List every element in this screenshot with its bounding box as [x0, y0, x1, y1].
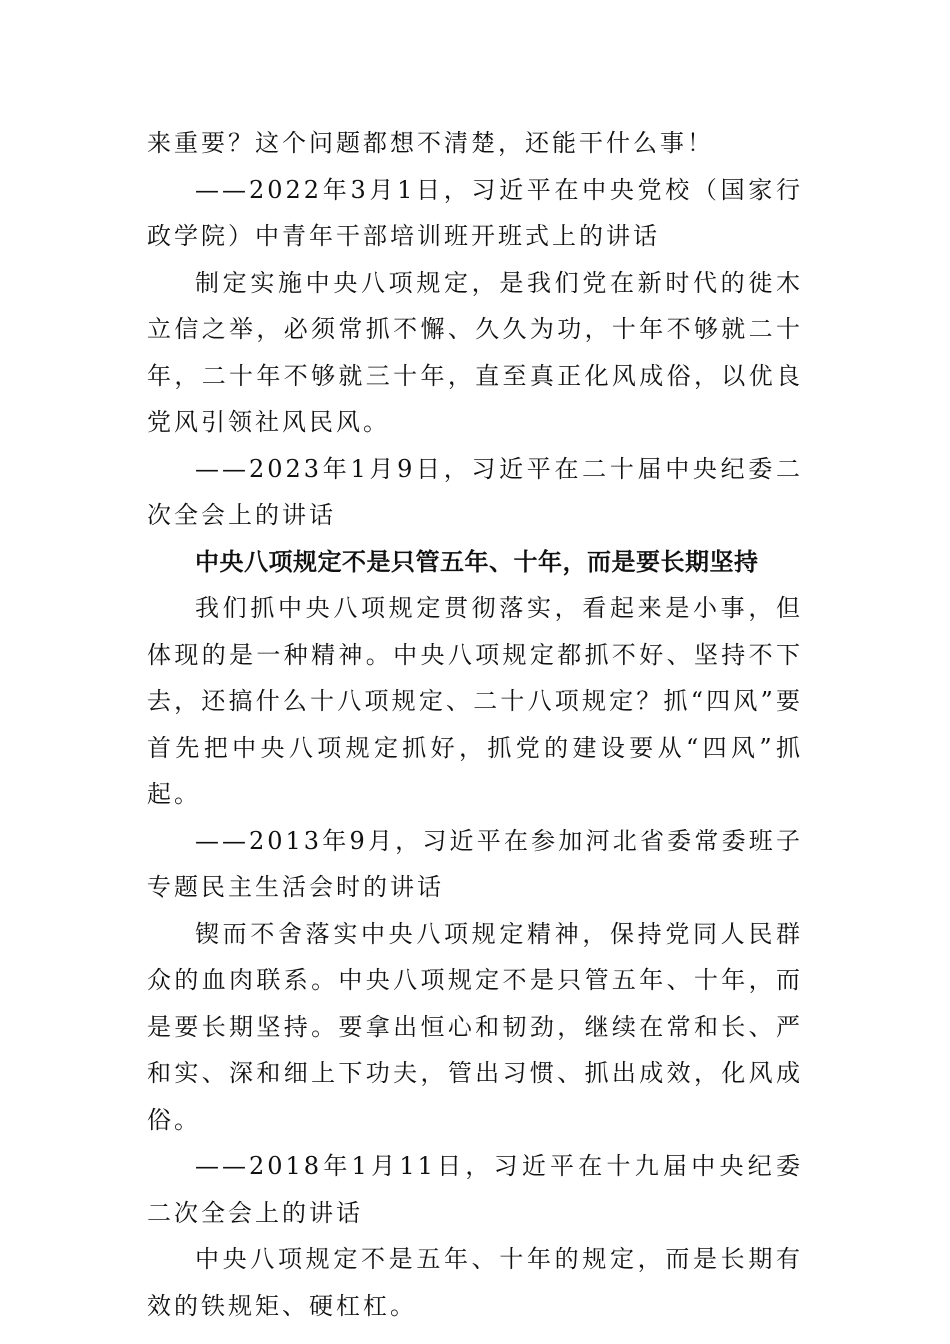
- quote-paragraph: 来重要？这个问题都想不清楚，还能干什么事！: [147, 129, 714, 157]
- quote-source: ——2023年1月9日，习近平在二十届中央纪委二次全会上的讲话: [147, 454, 803, 529]
- section-heading: 中央八项规定不是只管五年、十年，而是要长期坚持: [195, 547, 759, 576]
- document-body: [147, 120, 803, 1329]
- quote-source: ——2022年3月1日，习近平在中央党校（国家行政学院）中青年干部培训班开班式上的讲话: [147, 175, 803, 250]
- quote-paragraph: 锲而不舍落实中央八项规定精神，保持党同人民群众的血肉联系。中央八项规定不是只管五年、十年，而是要长期坚持。要拿出恒心和韧劲，继续在常和长、严和实、深和细上下功夫，管出习惯、抓出成效，化风成俗。: [147, 919, 803, 1134]
- quote-paragraph: 中央八项规定不是五年、十年的规定，而是长期有效的铁规矩、硬杠杠。: [147, 1245, 803, 1320]
- quote-paragraph: 我们抓中央八项规定贯彻落实，看起来是小事，但体现的是一种精神。中央八项规定都抓不好、坚持不下去，还搞什么十八项规定、二十八项规定？抓“四风”要首先把中央八项规定抓好，抓党的建设要从“四风”抓起。: [147, 594, 803, 808]
- quote-source: ——2013年9月，习近平在参加河北省委常委班子专题民主生活会时的讲话: [147, 826, 803, 901]
- quote-source: ——2018年1月11日，习近平在十九届中央纪委二次全会上的讲话: [147, 1152, 803, 1227]
- quote-paragraph: 制定实施中央八项规定，是我们党在新时代的徙木立信之举，必须常抓不懈、久久为功，十年不够就二十年，二十年不够就三十年，直至真正化风成俗，以优良党风引领社风民风。: [147, 268, 803, 436]
